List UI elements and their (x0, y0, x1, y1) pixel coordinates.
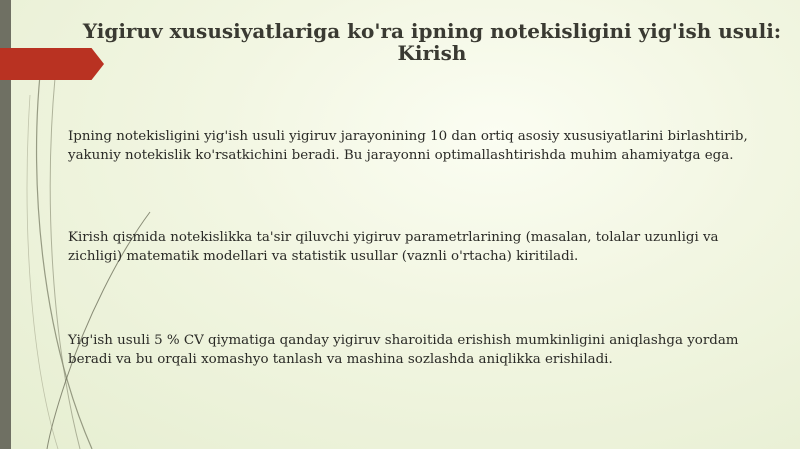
decor-curve-4 (27, 95, 58, 449)
paragraph-intro: Ipning notekisligini yig'ish usuli yigiruv jarayonining 10 dan ortiq asosiy xususiyatlarini birlashtirib, yakuniy notekislik ko'rsatkichini beradi. Bu jarayonni optimallashtirishda muhim ahamiyatga ega. (68, 129, 748, 163)
paragraph-parameters: Kirish qismida notekislikka ta'sir qiluvchi yigiruv parametrlarining (masalan, tolalar uzunligi va zichligi) matematik modellari va statistik usullar (vaznli o'rtacha) kiritiladi. (68, 230, 719, 264)
paragraph-method: Yig'ish usuli 5 % CV qiymatiga qanday yigiruv sharoitida erishish mumkinligini aniqlashga yordam beradi va bu orqali xomashyo tanlash va mashina sozlashda aniqlikka erishiladi. (68, 333, 739, 367)
slide-title: Yigiruv xususiyatlariga ko'ra ipning notekisligini yig'ish usuli: Kirish (82, 19, 782, 65)
